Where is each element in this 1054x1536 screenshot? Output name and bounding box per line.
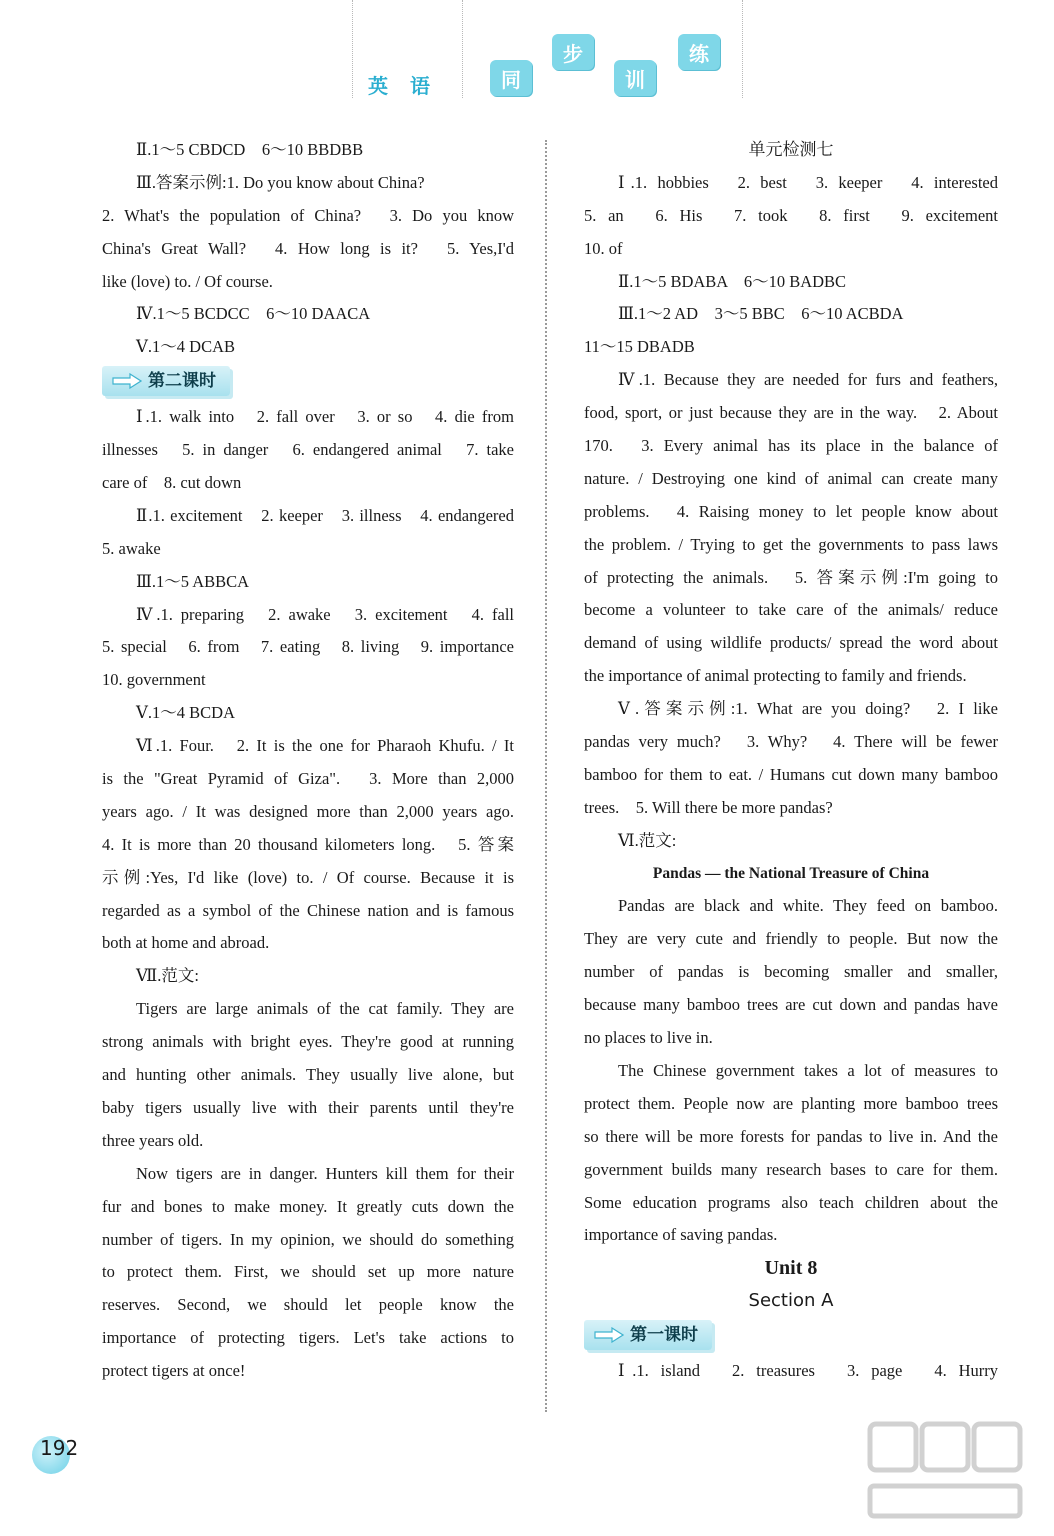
lesson-heading <box>584 1320 998 1353</box>
answer-line: Ⅰ.1. island 2. treasures 3. page 4. Hurry <box>618 1361 998 1381</box>
answer-line: 4. It is more than 20 thousand kilometers long. 5. 答案 <box>102 834 514 854</box>
essay-line: to protect them. First, we should set up more nature <box>102 1262 514 1282</box>
lesson-heading <box>102 366 514 399</box>
answer-line: Ⅱ.1～5 CBDCD 6～10 BBDBB <box>136 140 364 159</box>
answer-line: Ⅲ.1～5 ABBCA <box>136 571 250 591</box>
essay-line: The Chinese government takes a lot of measures to <box>618 1060 998 1080</box>
answer-line: Ⅲ.1～2 AD 3～5 BBC 6～10 ACBDA <box>618 304 904 324</box>
header-divider <box>352 0 353 98</box>
answer-line: 示例:Yes, I'd like (love) to. / Of course. Because it is <box>102 867 514 887</box>
answer-line: both at home and abroad. <box>102 933 270 953</box>
answer-line: pandas very much? 3. Why? 4. There will be fewer <box>584 732 998 752</box>
answer-line: Ⅴ.答案示例:1. What are you doing? 2. I like <box>618 699 998 719</box>
header-divider <box>462 0 463 98</box>
answer-line: 10. of <box>584 238 623 258</box>
left-column <box>102 134 514 1388</box>
answer-line: Ⅶ.范文: <box>136 966 200 986</box>
unit-title: Unit 8 <box>764 1257 818 1280</box>
answer-line: like (love) to. / Of course. <box>102 271 273 291</box>
subject-title: 英语 <box>368 74 452 98</box>
essay-line: importance of saving pandas. <box>584 1225 778 1245</box>
essay-line: and hunting other animals. They usually live alone, but <box>102 1065 514 1085</box>
essay-line: strong animals with bright eyes. They're good at running <box>102 1032 514 1052</box>
answer-line: of protecting the animals. 5. 答案示例:I'm going to <box>584 567 998 587</box>
answer-line: care of 8. cut down <box>102 473 242 493</box>
lesson-badge <box>102 366 230 396</box>
answer-line: Ⅵ.范文: <box>618 830 677 850</box>
answer-line: Ⅲ.答案示例:1. Do you know about China? <box>136 172 425 192</box>
answer-line: 5. awake <box>102 538 161 558</box>
lesson-title: 第二课时 <box>148 370 216 391</box>
essay-line: Some education programs also teach children about the <box>584 1192 998 1212</box>
answer-line: nature. / Destroying one kind of animal can create many <box>584 468 998 488</box>
answer-line: China's Great Wall? 4. How long is it? 5. Yes,I'd <box>102 238 514 258</box>
answer-line: Ⅴ.1～4 BCDA <box>136 703 236 723</box>
right-column <box>584 134 998 1388</box>
answer-line: 11～15 DBADB <box>584 337 695 357</box>
answer-line: Ⅱ.1～5 BDABA 6～10 BADBC <box>618 271 847 291</box>
lesson-badge <box>584 1320 712 1350</box>
arrow-right-icon <box>112 373 142 389</box>
answer-line: 2. What's the population of China? 3. Do you know <box>102 205 514 225</box>
answer-line: Ⅰ.1. walk into 2. fall over 3. or so 4. die from <box>136 407 514 427</box>
answer-line: demand of using wildlife products/ spread the word about <box>584 633 998 653</box>
lesson-title: 第一课时 <box>630 1324 698 1345</box>
answer-line: years ago. / It was designed more than 2,000 years ago. <box>102 801 514 821</box>
essay-line: protect tigers at once! <box>102 1361 246 1381</box>
answer-line: Ⅴ.1～4 DCAB <box>136 337 236 357</box>
answer-line: the importance of animal protecting to family and friends. <box>584 666 967 686</box>
answer-line: 10. government <box>102 670 206 690</box>
header-char-box: 练 <box>678 34 720 70</box>
answer-line: food, sport, or just because they are in the way. 2. About <box>584 403 998 423</box>
arrow-right-icon <box>594 1327 624 1343</box>
essay-line: three years old. <box>102 1130 204 1150</box>
essay-line: Now tigers are in danger. Hunters kill them for their <box>136 1163 514 1183</box>
section-title: 单元检测七 <box>748 140 834 160</box>
header-char-box: 训 <box>614 60 656 96</box>
answer-line: Ⅱ.1. excitement 2. keeper 3. illness 4. endangered <box>136 505 514 525</box>
answer-line: Ⅳ.1. Because they are needed for furs and feathers, <box>618 370 998 390</box>
essay-line: They are very cute and friendly to people. But now the <box>584 929 998 949</box>
watermark-logo <box>866 1416 1026 1528</box>
answer-line: Ⅰ.1. hobbies 2. best 3. keeper 4. interested <box>618 172 998 192</box>
answer-line: Ⅳ.1. preparing 2. awake 3. excitement 4. fall <box>136 604 514 624</box>
essay-title: Pandas — the National Treasure of China <box>652 864 930 882</box>
answer-line: become a volunteer to take care of the animals/ reduce <box>584 600 998 620</box>
essay-line: reserves. Second, we should let people know the <box>102 1295 514 1315</box>
answer-line: 170. 3. Every animal has its place in the balance of <box>584 436 998 456</box>
header-divider <box>742 0 743 98</box>
answer-line: trees. 5. Will there be more pandas? <box>584 797 833 817</box>
essay-line: number of pandas is becoming smaller and smaller, <box>584 962 998 982</box>
header-char-box: 同 <box>490 60 532 96</box>
answer-line: bamboo for them to eat. / Humans cut down many bamboo <box>584 764 998 784</box>
answer-line: problems. 4. Raising money to let people know about <box>584 501 998 521</box>
page-number: 192 <box>40 1436 79 1460</box>
essay-line: so there will be more forests for pandas to live in. And the <box>584 1126 998 1146</box>
answer-line: is the "Great Pyramid of Giza". 3. More than 2,000 <box>102 769 514 789</box>
answer-line: 5. an 6. His 7. took 8. first 9. excitement <box>584 205 998 225</box>
answer-line: Ⅳ.1～5 BCDCC 6～10 DAACA <box>136 304 371 324</box>
essay-line: fur and bones to make money. It greatly cuts down the <box>102 1196 514 1216</box>
answer-line: illnesses 5. in danger 6. endangered animal 7. take <box>102 440 514 460</box>
essay-line: importance of protecting tigers. Let's take actions to <box>102 1328 514 1348</box>
answer-line: the problem. / Trying to get the governments to pass laws <box>584 534 998 554</box>
essay-line: number of tigers. In my opinion, we should do something <box>102 1229 514 1249</box>
answer-line: regarded as a symbol of the Chinese nation and is famous <box>102 900 514 920</box>
essay-line: protect them. People now are planting more bamboo trees <box>584 1093 998 1113</box>
header-char-box: 步 <box>552 34 594 70</box>
essay-line: Pandas are black and white. They feed on bamboo. <box>618 896 998 916</box>
essay-line: baby tigers usually live with their parents until they're <box>102 1097 514 1117</box>
answer-line: Ⅵ.1. Four. 2. It is the one for Pharaoh Khufu. / It <box>136 736 514 756</box>
section-subtitle: Section A <box>748 1290 834 1312</box>
essay-line: no places to live in. <box>584 1028 713 1048</box>
essay-line: government builds many research bases to care for them. <box>584 1159 998 1179</box>
column-divider <box>545 140 547 1412</box>
answer-line: 5. special 6. from 7. eating 8. living 9. importance <box>102 637 514 657</box>
essay-line: Tigers are large animals of the cat family. They are <box>136 999 514 1019</box>
essay-line: because many bamboo trees are cut down and pandas have <box>584 995 998 1015</box>
